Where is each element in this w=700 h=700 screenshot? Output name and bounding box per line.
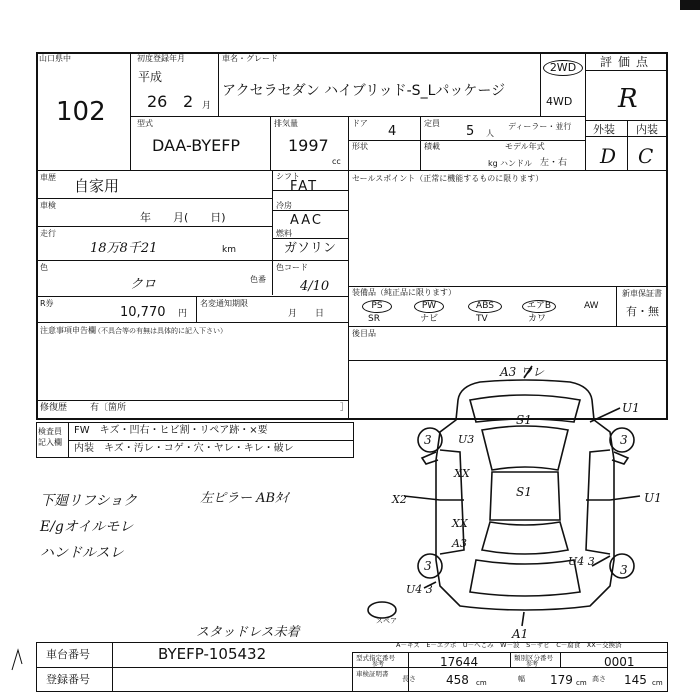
diag-wheel-rl: 3 [424, 559, 432, 573]
chassis-value: BYEFP-105432 [158, 645, 267, 663]
class-value: 0001 [604, 655, 635, 669]
eval-score: R [618, 84, 638, 114]
capacity-value: 5 [466, 124, 475, 139]
type-value: DAA-BYEFP [152, 136, 241, 155]
color-no-label: 色番 [250, 275, 266, 284]
diag-rear-left-u4: U4 3 [406, 583, 433, 596]
diag-rear-right-u4: U4 3 [568, 555, 595, 568]
equipment-label: 装備品（純正品に限ります） [352, 288, 456, 297]
model-name-label: 車名・グレード [222, 54, 278, 63]
note-undercarriage: 下廻リフショク [40, 493, 138, 509]
kg-unit: kg [488, 159, 498, 168]
diag-legend: A－キズ E－エクボ U－へこみ W－波 S－サビ C－腐食 XX－交換済 [396, 641, 622, 649]
equip-pw: PW [414, 300, 444, 313]
inspector-label: 検査員記入欄 [38, 427, 62, 447]
inspection-label: 車検 [40, 201, 56, 210]
drive-4wd: 4WD [546, 95, 573, 108]
fuel-value: ガソリン [284, 241, 337, 256]
eval-label: 評価点 [600, 55, 655, 69]
interior-label: 内装 [636, 123, 658, 136]
equip-abs: ABS [468, 300, 502, 313]
note-oil-leak: E/gオイルモレ [40, 519, 134, 535]
diag-left-front-u3: U3 [458, 433, 475, 446]
era-label: 平成 [138, 70, 163, 84]
warranty-value: 有・無 [626, 305, 659, 318]
exterior-label: 外装 [593, 123, 615, 136]
diag-roof-s1: S1 [516, 485, 532, 499]
color-code-value: 4/10 [300, 279, 330, 294]
ac-label: 冷房 [276, 201, 292, 210]
fw-row: FW キズ・凹右・ヒビ割・リペア跡・×要 [74, 425, 268, 436]
height-value: 145 [624, 673, 647, 687]
exterior-grade: D [600, 144, 617, 168]
lot-number: 102 [56, 97, 106, 127]
shift-label: シフト [276, 172, 300, 181]
repair-label: 修復歴 [40, 403, 68, 413]
mileage-label: 走行 [40, 229, 56, 238]
height-unit: cm [652, 679, 663, 687]
equip-navi: ナビ [420, 314, 439, 324]
usage-value: 自家用 [74, 177, 120, 195]
reg-year: 26 [147, 92, 168, 111]
km-unit: km [222, 245, 236, 255]
width-sub: 幅 [518, 675, 525, 683]
model-spec-value: 17644 [440, 655, 479, 669]
caution-label: 注意事項申告欄 [40, 326, 96, 335]
color-label: 色 [40, 263, 48, 272]
diag-right-front-u1: U1 [622, 401, 640, 415]
equip-sr: SR [368, 314, 380, 324]
length-label: 車検証明書 [356, 670, 389, 678]
rear-seat-label: 後目品 [352, 329, 376, 338]
shift-value: FAT [290, 179, 319, 194]
fuel-label: 燃料 [276, 229, 292, 238]
handle-options: 左・右 [540, 158, 568, 168]
interior-row-label: 内装 [74, 443, 94, 454]
class-sub: 参考 [526, 661, 539, 668]
equip-tv: TV [476, 314, 488, 324]
doors-label: ドア [352, 119, 368, 128]
repair-close: ］ [340, 403, 350, 413]
first-reg-label: 初度登録年月 [137, 54, 185, 63]
diag-top-crack: A3 ワレ [500, 365, 545, 379]
diag-left-a3: A3 [452, 537, 467, 550]
model-spec-sub: 参考 [372, 661, 385, 668]
doors-value: 4 [388, 124, 397, 139]
caution-sub: （不具合等の有無は具体的に記入下さい） [94, 327, 227, 335]
equip-ps: PS [362, 300, 392, 313]
color-code-label: 色コード [276, 263, 308, 272]
diag-right-u1: U1 [644, 491, 662, 505]
width-unit: cm [576, 679, 587, 687]
warranty-label: 新車保証書 [622, 289, 662, 298]
length-sub: 長さ [402, 675, 416, 683]
selling-point-label: セールスポイント（正常に機能するものに限ります） [352, 174, 544, 183]
model-name: アクセラセダン ハイブリッド-S_Lパッケージ [222, 83, 506, 99]
drive-2wd: 2WD [543, 60, 583, 76]
mileage-value: 18万8千21 [90, 241, 158, 256]
dealer-label: ディーラー・並行 [508, 122, 572, 131]
model-year-label: モデル年式 [505, 142, 545, 151]
interior-row: キズ・汚レ・コゲ・穴・ヤレ・キレ・破レ [104, 443, 294, 454]
notice-value: 月 日 [288, 309, 325, 319]
width-value: 179 [550, 673, 573, 687]
note-handle: ハンドルスレ [40, 545, 124, 561]
reg-month-unit: 月 [202, 101, 212, 111]
note-studless: スタッドレス未着 [196, 625, 300, 640]
displacement-label: 排気量 [274, 119, 298, 128]
diag-wheel-fl: 3 [424, 433, 432, 447]
equip-aw: AW [584, 301, 599, 311]
length-unit: cm [476, 679, 487, 687]
usage-label: 車歴 [40, 173, 56, 182]
model-spec-label: 型式指定番号 [356, 654, 395, 662]
interior-grade: C [638, 144, 654, 168]
shape-label: 形状 [352, 142, 368, 151]
handle-label: ハンドル [500, 159, 532, 168]
equip-leather: カワ [528, 314, 547, 324]
diag-spare: スペア [376, 617, 397, 625]
diag-wheel-rr: 3 [620, 563, 628, 577]
recycle-value: 10,770 [120, 305, 166, 320]
load-label: 積載 [424, 142, 440, 151]
diag-left-xx1: XX [454, 467, 470, 480]
equip-airbag: エアB [522, 300, 556, 313]
diag-left-xx2: XX [452, 517, 468, 530]
note-pillar: 左ピラー ABﾀｲ [200, 491, 289, 506]
pen-mark [8, 640, 28, 680]
diag-wheel-fr: 3 [620, 433, 628, 447]
cc-unit: cc [332, 157, 341, 166]
diag-windshield-s1: S1 [516, 413, 532, 427]
color-value: クロ [130, 277, 157, 292]
height-sub: 高さ [592, 675, 606, 683]
inspection-value: 年 月( 日) [140, 211, 226, 224]
displacement-value: 1997 [288, 136, 329, 155]
notice-label: 名変通知期限 [200, 299, 248, 308]
type-label: 型式 [137, 119, 153, 128]
ac-value: AAC [290, 213, 323, 228]
yen-unit: 円 [178, 309, 188, 319]
person-unit: 人 [486, 129, 494, 138]
chassis-label: 車台番号 [46, 648, 90, 661]
capacity-label: 定員 [424, 119, 440, 128]
reg-label: 登録番号 [46, 673, 90, 686]
class-label: 類別区分番号 [514, 654, 553, 662]
length-value: 458 [446, 673, 469, 687]
reg-month: 2 [183, 92, 194, 111]
repair-value: 有〔箇所 [90, 403, 127, 413]
diag-left-x2: X2 [392, 493, 407, 506]
diag-rear-a1: A1 [512, 627, 529, 641]
corner-mark [680, 0, 700, 10]
region-label: 山口県中 [39, 54, 71, 63]
recycle-label: R券 [40, 299, 54, 308]
